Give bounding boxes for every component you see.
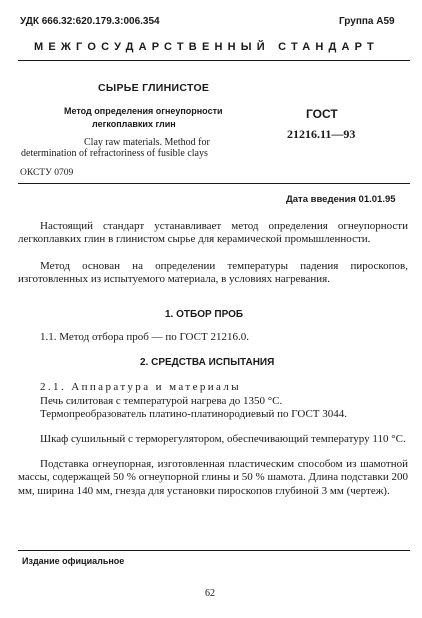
item-drying-cabinet: Шкаф сушильный с терморегулятором, обеспечивающий температуру 110 °С. — [40, 433, 406, 445]
english-title-line1: Clay raw materials. Method for — [84, 137, 210, 148]
subtitle-line2: легкоплавких глин — [92, 119, 176, 129]
item-refractory-stand: Подставка огнеупорная, изготовленная пластическим способом из шамотной массы, содержащей 50 % огнеупорной глины и 50 % шамота. Длина подставки 200 мм, ширина 140 мм, гнезда для установки пироскопов глубиной 3 мм (чертеж). — [18, 458, 408, 497]
header-rule — [18, 60, 410, 61]
english-title-line2: determination of refractoriness of fusible clays — [21, 148, 208, 159]
footer-rule — [18, 550, 410, 551]
paragraph-scope: Настоящий стандарт устанавливает метод определения огнеупорности легкоплавких глин в глинистом сырье для керамической промышленности. — [18, 220, 408, 246]
standard-banner: МЕЖГОСУДАРСТВЕННЫЙ СТАНДАРТ — [34, 41, 379, 53]
page-number: 62 — [205, 588, 215, 599]
official-edition-label: Издание официальное — [22, 556, 125, 566]
gost-number: 21216.11—93 — [287, 127, 356, 141]
clause-1-1: 1.1. Метод отбора проб — по ГОСТ 21216.0. — [40, 331, 249, 343]
title-rule — [18, 183, 410, 184]
paragraph-method: Метод основан на определении температуры падения пироскопов, изготовленных из испытуемого материала, в условиях нагревания. — [18, 260, 408, 286]
clause-2-1: 2.1. Аппаратура и материалы — [40, 381, 242, 393]
item-oven: Печь силитовая с температурой нагрева до 1350 °С. — [40, 395, 283, 407]
document-title: СЫРЬЕ ГЛИНИСТОЕ — [98, 82, 210, 94]
item-thermocouple: Термопреобразователь платино-платинородиевый по ГОСТ 3044. — [40, 408, 347, 420]
gost-label: ГОСТ — [306, 107, 338, 121]
section-2-heading: 2. СРЕДСТВА ИСПЫТАНИЯ — [140, 357, 275, 368]
introduction-date: Дата введения 01.01.95 — [286, 194, 396, 205]
group-code: Группа А59 — [339, 16, 395, 27]
subtitle-line1: Метод определения огнеупорности — [64, 106, 223, 116]
section-1-heading: 1. ОТБОР ПРОБ — [165, 309, 244, 320]
udk-code: УДК 666.32:620.179.3:006.354 — [20, 16, 160, 27]
okstu-code: ОКСТУ 0709 — [20, 168, 74, 178]
